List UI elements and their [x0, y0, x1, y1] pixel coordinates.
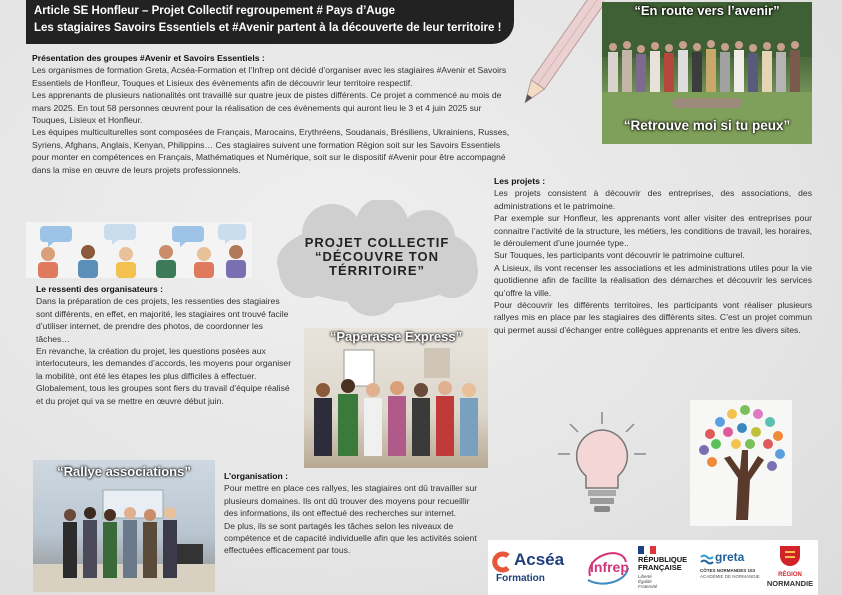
- region-line-2: NORMANDIE: [766, 579, 814, 588]
- photo-caption-rallye: “Rallye associations”: [57, 464, 191, 479]
- rf-name-line-1: RÉPUBLIQUE: [638, 555, 688, 564]
- organisation-title: L’organisation :: [224, 471, 288, 481]
- presentation-paragraph-3: Les équipes multiculturelles sont composées de Français, Marocains, Erythréens, Soudanais, Brésiliens, Ukrainiens, Russes, Syriens, Afghans, Anglais, Kenyan, Philippins… Ces stagiaires suivent une formation Région soit sur les Savoirs Essentiels pour monter en compétences en Français, Mathématiques et Numérique, soit sur le dispositif #Avenir pour être accompagné dans la mise en œuvre de leurs projets professionnels.: [32, 127, 510, 175]
- infrep-logo: [582, 546, 632, 588]
- presentation-title: Présentation des groupes #Avenir et Savoirs Essentiels :: [32, 53, 265, 63]
- rallye-photo-illustration: [33, 460, 215, 592]
- infrep-logo-name: infrep: [590, 559, 629, 575]
- greta-sub-2: ACADÉMIE DE NORMANDIE: [700, 574, 760, 579]
- acsea-logo-name: Acséa: [514, 550, 565, 569]
- header-banner: [26, 0, 514, 44]
- presentation-paragraph-1: Les organismes de formation Greta, Acséa-Formation et l’Infrep ont décidé d’organiser avec les stagiaires #Avenir et Savoirs Essentiels de Honfleur, Touques et Lisieux des évènements afin de découvrir leur territoire respectif.: [32, 65, 507, 88]
- photo-rallye: [33, 460, 215, 592]
- lightbulb-icon: [552, 410, 652, 520]
- photo-caption-retrouve: “Retrouve moi si tu peux”: [623, 118, 791, 133]
- photo-caption-paperasse: “Paperasse Express”: [329, 329, 463, 344]
- normandie-shield-icon: [778, 544, 802, 568]
- acsea-c-icon: [492, 551, 512, 573]
- projets-section: [494, 175, 812, 336]
- projets-paragraph-5: Pour découvrir les différents territoires, les participants vont réaliser plusieurs rallyes mis en place par les stagiaires des différents sites. C’est un projet commun qui permet aussi d’échanger entre collègues apprenants et entre les divers sites.: [494, 300, 812, 335]
- organisation-paragraph-1: Pour mettre en place ces rallyes, les stagiaires ont dû travailler sur plusieurs domaines. Ils ont dû trouver des moyens pour recueillir des informations, ils ont effectué des recherches sur internet.: [224, 483, 478, 519]
- ressenti-section: [36, 283, 292, 407]
- projets-paragraph-2: Par exemple sur Honfleur, les apprenants vont aller visiter des entreprises pour connaitre l’activité de la structure, les métiers, les conditions de travail, les horaires, le déroulement d’une journée type..: [494, 213, 812, 249]
- cloud-title-line-1: PROJET COLLECTIF: [304, 235, 450, 250]
- projets-paragraph-4: A Lisieux, ils vont recenser les associations et les administrations utiles pour la vie quotidienne afin de facilite la réalisation des démarches et découvrir les services qu’offre la ville.: [494, 262, 812, 298]
- greta-sub-1: CÔTES NORMANDES 103: [700, 568, 756, 573]
- rf-motto-3: Fraternité: [638, 584, 658, 589]
- ressenti-paragraph-3: Globalement, tous les groupes sont fiers du travail d’équipe réalisé et du projet qui va se mettre en œuvre début juin.: [36, 383, 290, 406]
- french-flag-icon: [638, 546, 656, 554]
- ressenti-paragraph-1: Dans la préparation de ces projets, les ressenties des stagiaires sont différents, en effet, en majorité, les stagiaires ont trouvé facile d’utiliser internet, de prendre des photos, de coordonner les tâches…: [36, 296, 289, 344]
- photo-paperasse: [304, 328, 488, 468]
- tree-hands-icon: [690, 400, 792, 526]
- header-subtitle: Les stagiaires Savoirs Essentiels et #Avenir partent à la découverte de leur territoire !: [34, 22, 502, 34]
- header-title: Article SE Honfleur – Projet Collectif regroupement # Pays d’Auge: [34, 5, 396, 17]
- ressenti-title: Le ressenti des organisateurs :: [36, 284, 164, 294]
- ressenti-paragraph-2: En revanche, la création du projet, les questions posées aux interlocuteurs, les demandes d’accords, les moyens pour organiser la mobilité, ont été les étapes les plus difficiles à effectuer.: [36, 346, 292, 381]
- rf-motto-1: Liberté: [638, 574, 652, 579]
- region-line-1: RÉGION: [778, 572, 802, 578]
- paperasse-photo-illustration: [304, 328, 488, 468]
- cloud-title-line-3: TÉRRITOIRE”: [329, 263, 425, 278]
- rf-name-line-2: FRANÇAISE: [638, 563, 682, 572]
- presentation-section: [32, 52, 512, 176]
- organisation-paragraph-2: De plus, ils se sont partagés les tâches selon les niveaux de compétence et de capacité individuelle afin que les activités soient effectuées efficacement par tous.: [224, 520, 477, 556]
- projets-paragraph-3: Sur Touques, les participants vont découvrir le patrimoine culturel.: [494, 250, 745, 261]
- photo-group-outdoor: [602, 2, 812, 144]
- projets-title: Les projets :: [494, 176, 546, 186]
- projets-paragraph-1: Les projets consistent à découvrir des entreprises, des associations, des administrations et le patrimoine.: [494, 188, 812, 211]
- rf-motto-2: Égalité: [638, 579, 652, 584]
- photo-caption-route: “En route vers l’avenir”: [634, 3, 780, 18]
- greta-logo-name: greta: [715, 550, 745, 564]
- greta-waves-icon: [700, 552, 714, 566]
- cloud-title-line-2: “DÉCOUVRE TON: [315, 249, 439, 264]
- partner-logos: [488, 540, 818, 595]
- acsea-logo-sub: Formation: [496, 573, 545, 584]
- cloud-title: [280, 236, 474, 278]
- presentation-paragraph-2: Les apprenants de plusieurs nationalités ont travaillé sur quatre jeux de pistes différents. Ce projet a commencé au mois de mars 2025. En tout 58 personnes œuvrent pour la réalisation de ces évènements qui auront lieu le 3 et 4 juin 2025 sur Touques, Lisieux et Honfleur.: [32, 90, 502, 126]
- organisation-section: [224, 470, 480, 557]
- people-talking-illustration: [26, 222, 252, 278]
- pencil-icon: [505, 0, 605, 120]
